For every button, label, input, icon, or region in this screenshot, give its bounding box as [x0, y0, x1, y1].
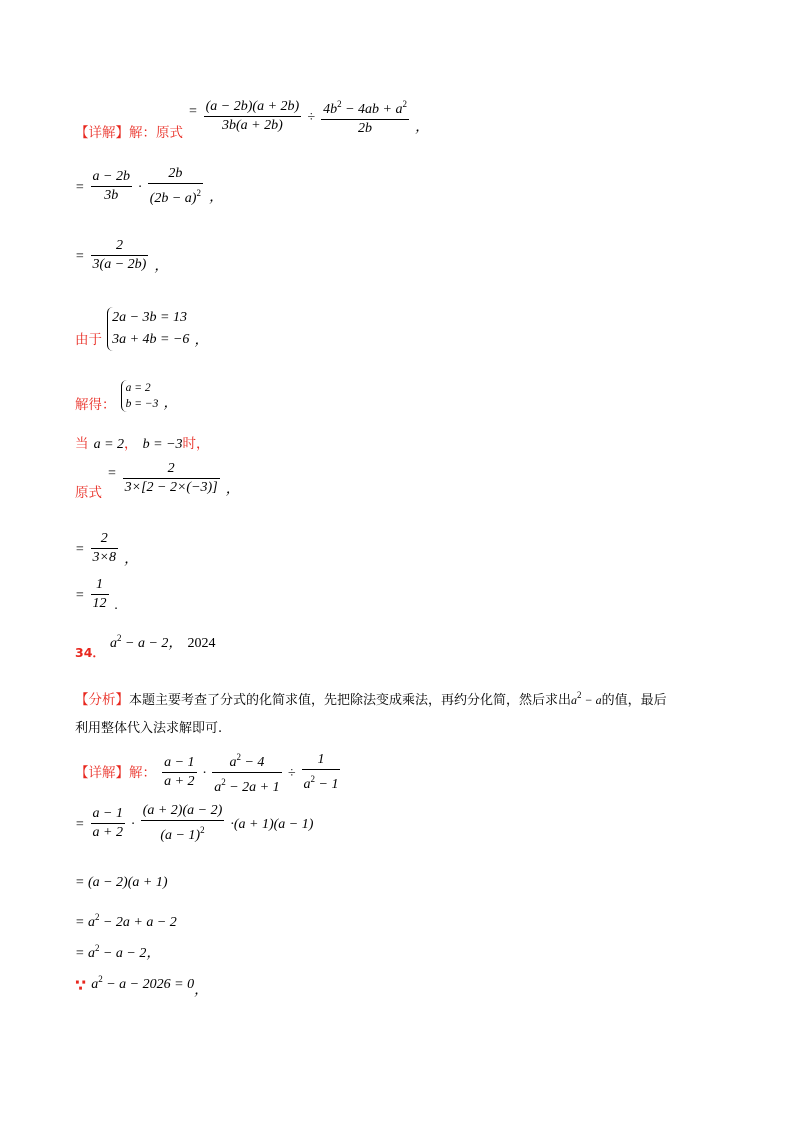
term: − 4ab + a [341, 102, 403, 117]
fraction [91, 576, 109, 613]
numerator: 2b [148, 165, 203, 184]
numerator: (a − 2b)(a + 2b) [204, 98, 302, 117]
term: = a [75, 915, 95, 930]
equation-system [107, 307, 189, 351]
comma: ， [194, 983, 209, 998]
denominator: a + 2 [164, 774, 195, 789]
term: a [110, 636, 117, 651]
term: a [91, 977, 99, 992]
step-line-9 [75, 576, 118, 613]
when-suffix: 时， [182, 436, 210, 452]
analysis-label: 【分析】 [75, 692, 129, 708]
fraction-1 [91, 168, 132, 205]
fraction [123, 460, 220, 497]
numerator [212, 748, 281, 773]
denominator: 3×8 [92, 550, 116, 565]
denominator: 3b(a + 2b) [222, 118, 283, 133]
value-b: b = −3 [142, 437, 183, 452]
when-line [75, 432, 210, 453]
detail-label: 【详解】 [75, 765, 129, 781]
fraction-2 [148, 165, 203, 208]
separator: ， [168, 636, 183, 651]
equals-sign: = [75, 817, 85, 832]
solve-label: 解得： [75, 396, 116, 413]
term: − 4 [240, 755, 265, 770]
equals-sign: = [188, 104, 198, 119]
simplify-step-3 [75, 912, 177, 931]
detail-label: 【详解】 [75, 125, 129, 141]
term: − 2a + 1 [225, 780, 280, 795]
fraction-2 [141, 802, 225, 845]
fraction-1 [162, 754, 196, 791]
term: a [303, 777, 311, 792]
term: a [214, 780, 222, 795]
term: − a − 2 [121, 636, 169, 651]
analysis-paragraph [75, 682, 725, 742]
term: a [571, 693, 578, 707]
exponent: 2 [577, 690, 582, 700]
given-condition [75, 973, 209, 998]
denominator: a + 2 [92, 825, 123, 840]
period: . [114, 598, 119, 613]
denominator: 3b [104, 188, 119, 203]
divide-sign: ÷ [307, 110, 315, 125]
term: = a [75, 946, 95, 961]
equals-sign: = [75, 542, 85, 557]
detail-line-2 [75, 748, 341, 797]
step-line-2 [75, 165, 223, 208]
exponent: 2 [94, 912, 100, 922]
comma: ， [124, 552, 139, 567]
step-line-8 [75, 530, 138, 567]
analysis-text: 本题主要考查了分式的化简求值，先把除法变成乘法，再约分化简，然后求出 [129, 693, 572, 708]
denominator: 2b [358, 121, 373, 136]
numerator: (a + 2)(a − 2) [141, 802, 225, 821]
condition-equation [91, 974, 195, 992]
exponent: 2 [236, 752, 241, 762]
comma: ， [209, 190, 224, 205]
substitution-line [75, 460, 240, 501]
equation-row: b = −3 [125, 398, 159, 410]
since-line [75, 307, 209, 351]
answer-2: 2024 [187, 636, 216, 651]
exponent: 2 [94, 943, 100, 953]
equals-sign: = [75, 180, 85, 195]
fraction-2 [212, 748, 281, 797]
dot-operator: · [138, 180, 142, 195]
term: (2b − a) [149, 191, 197, 206]
dot-operator: · [202, 766, 207, 781]
value-a: a = 2 [93, 437, 125, 452]
divide-sign: ÷ [287, 766, 296, 781]
because-symbol: ∵ [75, 976, 87, 995]
numerator: 1 [302, 751, 341, 770]
denominator: 12 [92, 596, 107, 611]
solution-line [75, 380, 177, 412]
numerator: 1 [91, 576, 109, 595]
step-line-3 [75, 237, 168, 274]
comma: ， [154, 259, 169, 274]
exponent: 2 [98, 974, 103, 984]
term: − a [581, 693, 602, 707]
comma: ， [225, 482, 240, 497]
numerator: a − 2b [91, 168, 132, 187]
numerator: a − 1 [162, 754, 196, 773]
term: − a − 2026 = 0 [102, 977, 195, 992]
detail-line-1 [75, 95, 430, 141]
comma: ， [415, 120, 430, 135]
comma: ， [163, 395, 178, 411]
equation-row: 3a + 4b = −6 [112, 332, 190, 347]
equals-sign: = [107, 466, 117, 481]
term: − 1 [315, 777, 339, 792]
term: − 2a + a − 2 [99, 915, 177, 930]
exponent: 2 [310, 774, 316, 784]
question-number: 34． [75, 645, 105, 660]
dot-operator: · [131, 817, 135, 832]
simplify-step-4 [75, 942, 160, 962]
analysis-text: 利用整体代入法求解即可. [75, 721, 223, 736]
numerator: 2 [123, 460, 220, 479]
equation-row: 2a − 3b = 13 [112, 310, 187, 325]
solve-prefix: 解： [129, 765, 156, 781]
exponent: 2 [337, 99, 342, 109]
analysis-text: 的值，最后 [601, 693, 667, 708]
denominator [148, 184, 203, 208]
fraction [91, 237, 149, 274]
denominator: 3(a − 2b) [92, 257, 147, 272]
separator: ， [124, 436, 138, 452]
equals-sign: = [75, 249, 85, 264]
equation-row: a = 2 [125, 382, 151, 394]
since-label: 由于 [75, 331, 102, 348]
exponent: 2 [221, 777, 226, 787]
exponent: 2 [200, 825, 205, 835]
numerator: 2 [91, 530, 118, 549]
numerator: a − 1 [91, 805, 125, 824]
answer-1 [110, 633, 169, 651]
question-34-line [75, 632, 216, 660]
product-tail: ·(a + 1)(a − 1) [230, 817, 314, 832]
exponent: 2 [196, 188, 201, 198]
fraction-2 [321, 95, 409, 138]
term: a [229, 755, 237, 770]
when-prefix: 当 [75, 436, 89, 452]
analysis-math [571, 690, 602, 707]
numerator: 2 [91, 237, 149, 256]
fraction-3 [302, 751, 341, 794]
comma: ， [194, 332, 209, 348]
comma: ， [146, 946, 161, 961]
solution-system [121, 380, 159, 412]
solve-prefix: 解：原式 [129, 125, 183, 141]
term: (a − 1) [160, 828, 201, 843]
denominator [212, 773, 281, 797]
equals-sign: = [75, 588, 85, 603]
original-expr-label: 原式 [75, 485, 102, 501]
fraction-1 [204, 98, 302, 135]
term: 4b [323, 102, 338, 117]
simplify-step-2: = (a − 2)(a + 1) [75, 875, 168, 890]
fraction [91, 530, 118, 567]
numerator [321, 95, 409, 120]
denominator: 3×[2 − 2×(−3)] [124, 480, 218, 495]
simplify-step-1 [75, 802, 313, 845]
exponent: 2 [402, 99, 407, 109]
denominator [141, 821, 225, 845]
exponent: 2 [117, 633, 122, 643]
fraction-1 [91, 805, 125, 842]
denominator [302, 770, 341, 794]
term: − a − 2 [99, 946, 147, 961]
